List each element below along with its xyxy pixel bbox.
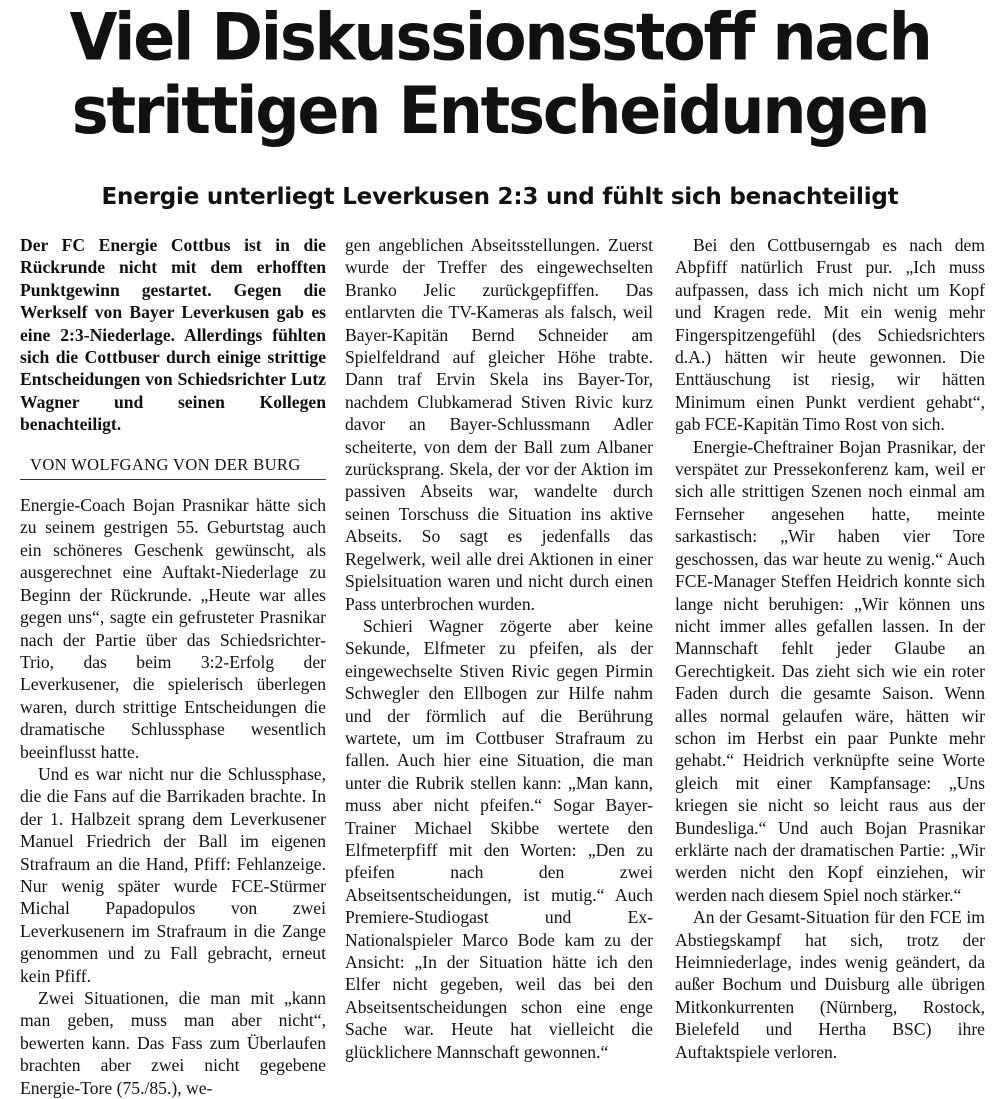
body-paragraph: Bei den Cottbuserngab es nach dem Abpfiff natürlich Frust pur. „Ich muss aufpassen, dass ich mich nicht um Kopf und Kragen rede. Mit ein wenig mehr Fingerspitzengefühl (des Schiedsrichters d.A.) hätten wir heute gewonnen. Die Enttäuschung ist riesig, wir hätten Minimum einen Punkt verdient gehabt“, gab FCE-Kapitän Timo Rost von sich.	[675, 235, 985, 435]
body-paragraph: Zwei Situationen, die man mit „kann man geben, muss man aber nicht“, bewerten kann. Das Fass zum Überlaufen brachten aber zwei nicht gegebene Energie-Tore (75./85.), we-	[20, 988, 326, 1098]
body-paragraph: Und es war nicht nur die Schlussphase, die die Fans auf die Barrikaden brachte. In der 1. Halbzeit sprang dem Leverkusener Manuel Friedrich der Ball im eigenen Strafraum an die Hand, Pfiff: Fehlanzeige. Nur wenig später wurde FCE-Stürmer Michal Papadopulos von zwei Leverkusenern im Strafraum in die Zange genommen und zu Fall gebracht, erneut kein Pfiff.	[20, 763, 326, 986]
body-paragraph: Schieri Wagner zögerte aber keine Sekunde, Elfmeter zu pfeifen, als der eingewechselte Stiven Rivic gegen Pirmin Schwegler den Ellbogen zur Hilfe nahm und der förmlich auf die Berührung wartete, um im Cottbuser Strafraum zu fallen. Auch hier eine Situation, die man unter die Rubrik stellen kann: „Man kann, muss aber nicht pfeifen.“ Sogar Bayer-Trainer Michael Skibbe wertete den Elfmeterpfiff mit den Worten: „Den zu pfeifen nach den zwei Abseitsentscheidungen, ist mutig.“ Auch Premiere-Studiogast und Ex-Nationalspieler Marco Bode kam zu der Ansicht: „In der Situation hätte ich den Elfer nicht gegeben, weil das bei den Abseitsentscheidungen schon eine enge Sache war. Heute hat vielleicht die glücklichere Mannschaft gewonnen.“	[345, 615, 653, 1062]
headline-line-2: strittigen Entscheidungen	[71, 71, 929, 149]
lead-paragraph: Der FC Energie Cottbus ist in die Rückrunde nicht mit dem erhofften Punktgewinn gestartet. Gegen die Werkself von Bayer Leverkusen gab es eine 2:3-Niederlage. Allerdings fühlten sich die Cottbuser durch einige strittige Entscheidungen von Schiedsrichter Lutz Wagner und seinen Kollegen benachteiligt.	[20, 235, 326, 435]
headline	[0, 1, 1000, 148]
byline: VON WOLFGANG VON DER BURG	[20, 454, 326, 480]
subheadline: Energie unterliegt Leverkusen 2:3 und fühlt sich benachteiligt	[101, 184, 899, 210]
column-1	[20, 234, 326, 1099]
body-paragraph: Energie-Coach Bojan Prasnikar hätte sich zu seinem gestrigen 55. Geburtstag auch ein schöneres Geschenk gewünscht, als ausgerechnet eine Auftakt-Niederlage zu Beginn der Rückrunde. „Heute war alles gegen uns“, sagte ein gefrusteter Prasnikar nach der Partie über das Schiedsrichter-Trio, das beim 3:2-Erfolg der Leverkusener, die spielerisch überlegen waren, durch strittige Entscheidungen die dramatische Schlussphase wesentlich beeinflusst hatte.	[20, 495, 326, 762]
body-paragraph: Energie-Cheftrainer Bojan Prasnikar, der verspätet zur Pressekonferenz kam, weil er sich alle strittigen Szenen noch einmal am Fernseher angesehen hatte, meinte sarkastisch: „Wir haben vier Tore geschossen, das war heute zu wenig.“ Auch FCE-Manager Steffen Heidrich konnte sich lange nicht beruhigen: „Wir können uns nicht immer alles gefallen lassen. In der Mannschaft fehlt jeder Glaube an Gerechtigkeit. Das zieht sich wie ein roter Faden durch die gesamte Saison. Wenn alles normal gelaufen wäre, hätten wir schon im Herbst ein paar Punkte mehr gehabt.“ Heidrich verknüpfte seine Worte gleich mit einer Kampfansage: „Uns kriegen sie nicht so leicht raus aus der Bundesliga.“ Und auch Bojan Prasnikar erklärte nach der dramatischen Partie: „Wir werden nicht den Kopf einziehen, wir werden nach diesem Spiel noch stärker.“	[675, 436, 985, 905]
column-3	[675, 234, 985, 1063]
body-paragraph: An der Gesamt-Situation für den FCE im Abstiegskampf hat sich, trotz der Heimniederlage, indes wenig geändert, da außer Bochum und Duisburg alle übrigen Mitkonkurrenten (Nürnberg, Rostock, Bielefeld und Hertha BSC) ihre Auftaktspiele verloren.	[675, 907, 985, 1062]
headline-line-1: Viel Diskussionsstoff nach	[69, 0, 931, 76]
column-2	[345, 234, 653, 1063]
body-paragraph: gen angeblichen Abseitsstellungen. Zuerst wurde der Treffer des eingewechselten Branko Jelic zurückgepfiffen. Das entlarvten die TV-Kameras als falsch, weil Bayer-Kapitän Bernd Schneider am Spielfeldrand auf gleicher Höhe trabte. Dann traf Ervin Skela ins Bayer-Tor, nachdem Clubkamerad Stiven Rivic kurz davor an Bayer-Schlussmann Adler scheiterte, von dem der Ball zum Albaner zurücksprang. Skela, der vor der Aktion im passiven Abseits war, wandelte durch seinen Torschuss die Situation ins aktive Abseits. So sagt es jedenfalls das Regelwerk, weil alle drei Aktionen in einer Spielsituation waren und nicht durch einen Pass unterbrochen wurden.	[345, 235, 653, 614]
